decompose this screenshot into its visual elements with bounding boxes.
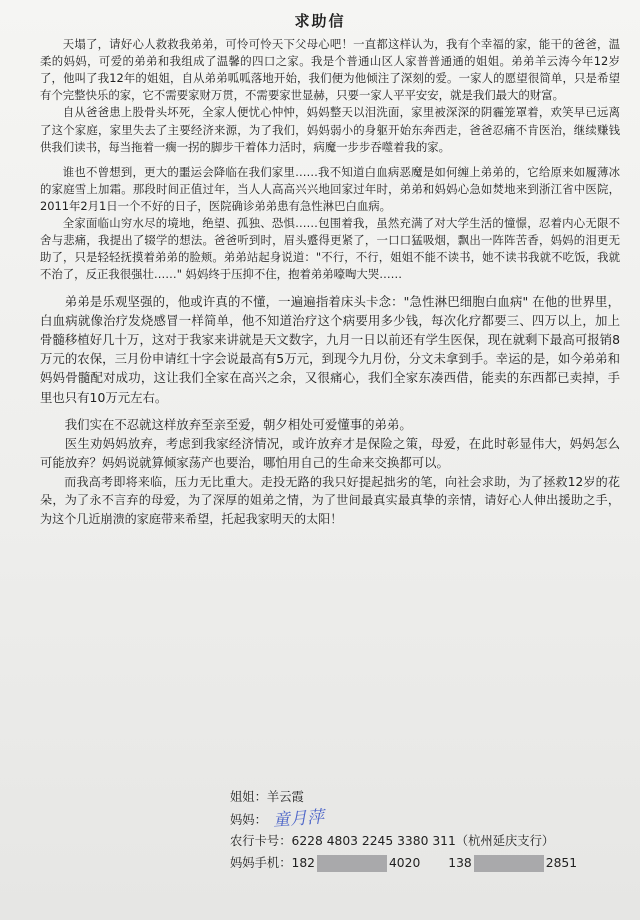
paragraph-spacer [40, 407, 620, 415]
letter-title: 求助信 [294, 12, 346, 30]
phone-label: 妈妈手机： [230, 856, 292, 870]
phone-1-prefix: 182 [291, 856, 315, 870]
mother-label: 妈妈： [230, 813, 267, 827]
sister-name-row [230, 786, 620, 808]
paragraph-3: 谁也不曾想到，更大的噩运会降临在我们家里……我不知道白血病恶魔是如何缠上弟弟的，它给原来如履薄冰的家庭雪上加霜。那段时间正值过年，当人人高高兴兴地回家过年时，弟弟和妈妈心急如焚地来到浙江省中医院，2011年2月1日一个不好的日子，医院确诊弟弟患有急性淋巴白血病。 [40, 164, 620, 213]
paragraph-spacer [40, 284, 620, 292]
phone-2-prefix: 138 [448, 856, 472, 870]
redaction-block [317, 855, 387, 872]
paragraph-5: 弟弟是乐观坚强的，他或许真的不懂，一遍遍指着床头卡念："急性淋巴细胞白血病" 在他的世界里，白血病就像治疗发烧感冒一样简单，他不知道治疗这个病要用多少钱，每次化疗都要三、四万以上，加上骨髓移植好几十万，这对于我家来讲就是天文数字，九月一日以前还有学生医保，现在就剩下最高可报销8万元的农保，三月份申请红十字会说最高有5万元，到现今九月份，分文未拿到手。幸运的是，如今弟弟和妈妈骨髓配对成功，这让我们全家在高兴之余，又很痛心，我们全家东凑西借，能卖的东西都已卖掉，手里也只有10万元左右。 [40, 293, 620, 405]
phone-2-suffix: 2851 [545, 856, 578, 870]
paragraph-8: 而我高考即将来临，压力无比重大。走投无路的我只好提起拙劣的笔，向社会求助，为了拯救12岁的花朵，为了永不言弃的母爱，为了深厚的姐弟之情，为了世间最真实最真挚的亲情，请好心人伸出援助之手，为这个几近崩溃的家庭带来希望，托起我家明天的太阳！ [40, 474, 620, 526]
phone-1-suffix: 4020 [388, 856, 421, 870]
mother-name-row [230, 808, 620, 830]
bank-card-label: 农行卡号： [230, 834, 292, 848]
redaction-block [474, 855, 544, 872]
paragraph-4: 全家面临山穷水尽的境地，绝望、孤独、恐惧……包围着我，虽然充满了对大学生活的憧憬，忍着内心无限不舍与悲痛，我提出了辍学的想法。爸爸听到时，眉头蹙得更紧了，一口口猛吸烟，飘出一阵阵苦香，妈妈的泪更无助了，只是轻轻抚摸着弟弟的脸颊。弟弟站起身说道："不行，不行，姐姐不能不读书，她不读书我就不吃饭，我就不治了，反正我很强壮……" 妈妈终于压抑不住，抱着弟弟嚎啕大哭…… [40, 216, 620, 282]
paragraph-6: 我们实在不忍就这样放弃至亲至爱，朝夕相处可爱懂事的弟弟。 [64, 416, 412, 432]
bank-branch: （杭州延庆支行） [455, 834, 555, 848]
bank-card-row [230, 830, 620, 852]
sister-name: 姐姐：羊云霞 [230, 790, 304, 804]
paragraph-2: 自从爸爸患上股骨头坏死，全家人便忧心忡忡，妈妈整天以泪洗面，家里被深深的阴霾笼罩着，欢笑早已远离了这个家庭，家里失去了主要经济来源，为了我们，妈妈弱小的身躯开始东奔西走，爸爸忍痛不肯医治，继续赚钱供我们读书，每当拖着一瘸一拐的脚步干着体力活时，病魔一步步吞噬着我的家。 [40, 105, 620, 154]
letter-body [40, 36, 620, 529]
paragraph-1: 天塌了，请好心人救救我弟弟，可怜可怜天下父母心吧！一直都这样认为，我有个幸福的家，能干的爸爸，温柔的妈妈，可爱的弟弟和我组成了温馨的四口之家。我是个普通山区人家普普通通的姐姐。弟弟羊云涛今年12岁了，他叫了我12年的姐姐，自从弟弟呱呱落地开始，我们便为他倾注了深刻的爱。一家人的愿望很简单，只是希望有个完整快乐的家，它不需要家财万贯，不需要家世显赫，只要一家人平平安安，就是我们最大的财富。 [40, 37, 620, 103]
phone-row [230, 852, 620, 874]
bank-card-number: 6228 4803 2245 3380 311 [291, 834, 456, 848]
signature-block [230, 786, 620, 874]
paragraph-7: 医生劝妈妈放弃，考虑到我家经济情况，或许放弃才是保险之策，母爱，在此时彰显伟大，妈妈怎么可能放弃？妈妈说就算倾家荡产也要治，哪怕用自己的生命来交换都可以。 [40, 436, 620, 471]
paragraph-spacer [40, 156, 620, 164]
handwritten-signature: 童月萍 [272, 807, 325, 831]
